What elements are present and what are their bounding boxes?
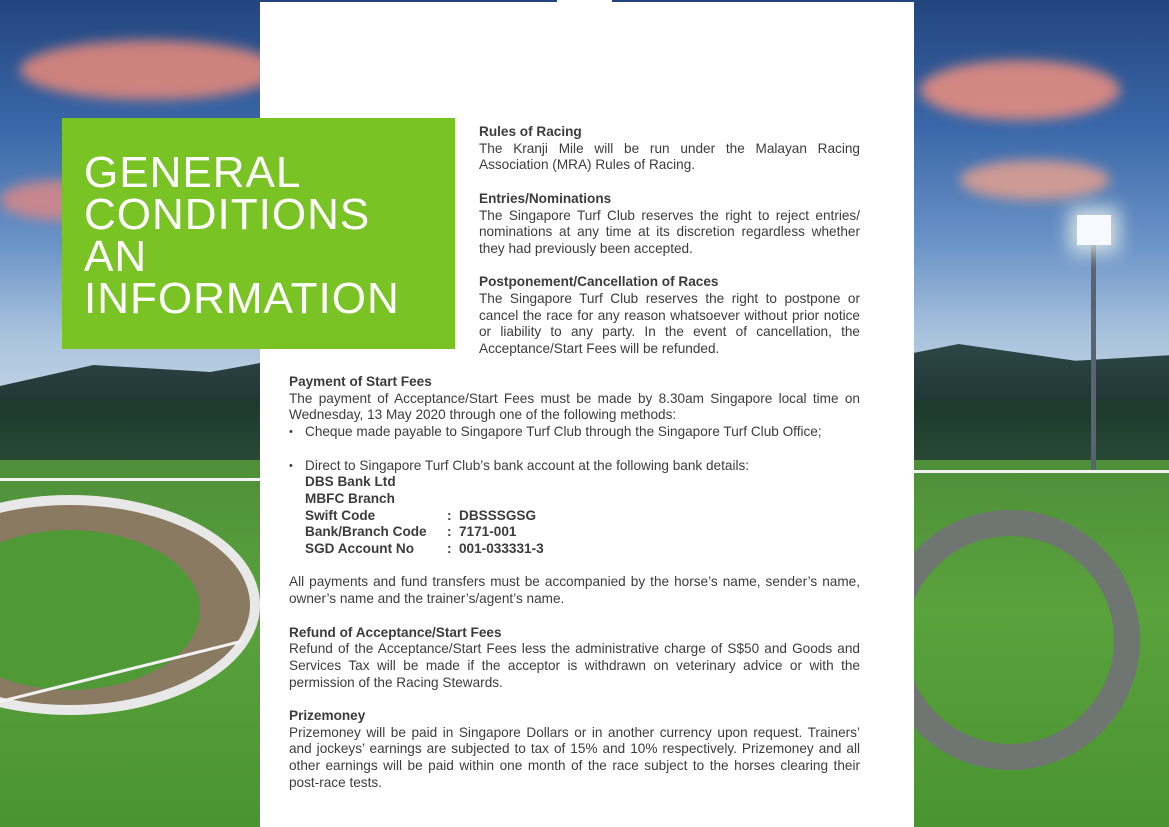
section-heading: Payment of Start Fees (289, 374, 432, 389)
page-title (84, 148, 400, 323)
section-payment (289, 374, 860, 608)
section-heading: Entries/Nominations (479, 190, 612, 206)
detail-value: 7171-001 (459, 524, 517, 540)
section-heading: Rules of Racing (479, 124, 582, 139)
section-prizemoney (289, 708, 860, 792)
payment-methods-list (289, 424, 860, 441)
detail-label: Bank/Branch Code (305, 524, 427, 540)
floodlight-lamps (1077, 215, 1111, 245)
bank-detail-row (305, 508, 860, 525)
payment-methods-list (289, 458, 860, 475)
title-line: INFORMATION (84, 274, 400, 323)
list-item: • Direct to Singapore Turf Club’s bank account at the following bank details: (289, 458, 860, 475)
section-body: Refund of the Acceptance/Start Fees less the administrative charge of S$50 and Goods and Services Tax will be made if the acceptor is withdrawn on veterinary advice or with the permission of the Racing Stewards. (289, 641, 860, 690)
detail-value: 001-033331-3 (459, 541, 544, 557)
payment-note: All payments and fund transfers must be accompanied by the horse’s name, sender’s name, owner’s name and the trainer’s/agent’s name. (289, 574, 860, 607)
detail-separator: : (447, 524, 452, 540)
cloud (20, 40, 280, 100)
rail (0, 478, 260, 481)
section-heading: Refund of Acceptance/Start Fees (289, 624, 502, 640)
detail-separator: : (447, 541, 452, 557)
detail-separator: : (447, 507, 452, 523)
detail-label: Swift Code (305, 507, 376, 523)
detail-value: DBSSSGSG (459, 507, 537, 523)
section-body: Prizemoney will be paid in Singapore Dollars or in another currency upon request. Trainers’ and jockeys’ earnings are subjected to tax of 15% and 10% respectively. Prizemoney and all other earnings will be paid within one month of the race subject to the horses clearing their post-race tests. (289, 724, 860, 790)
section-refund (289, 625, 860, 692)
title-block (62, 118, 455, 349)
section-body: The Singapore Turf Club reserves the right to reject entries/ nominations at any time at its discretion regardless whether they had previously been accepted. (479, 207, 860, 256)
bank-name: DBS Bank Ltd (305, 474, 396, 490)
title-line: GENERAL (84, 148, 302, 197)
main-column (289, 374, 860, 792)
rail (914, 470, 1169, 473)
floodlight-pole (1091, 240, 1096, 470)
section-postponement (479, 274, 860, 358)
bank-detail-row (305, 541, 860, 558)
section-body: The Kranji Mile will be run under the Malayan Racing Association (MRA) Rules of Racing. (479, 140, 860, 173)
title-line: CONDITIONS (84, 190, 371, 239)
section-heading: Prizemoney (289, 708, 366, 723)
bank-details (289, 474, 860, 558)
section-body: The payment of Acceptance/Start Fees must be made by 8.30am Singapore local time on Wednesday, 13 May 2020 through one of the following methods: (289, 390, 860, 423)
detail-label: SGD Account No (305, 541, 415, 557)
right-column (479, 124, 860, 358)
section-entries (479, 191, 860, 258)
bank-branch: MBFC Branch (305, 490, 395, 506)
section-rules (479, 124, 860, 174)
cloud (920, 60, 1120, 120)
bank-detail-row (305, 524, 860, 541)
list-item: • Cheque made payable to Singapore Turf Club through the Singapore Turf Club Office; (289, 424, 860, 441)
section-body: The Singapore Turf Club reserves the right to postpone or cancel the race for any reason whatsoever without prior notice or liability to any party. In the event of cancellation, the Acceptance/Start Fees will be refunded. (479, 291, 860, 357)
section-heading: Postponement/Cancellation of Races (479, 274, 719, 290)
track-curve (880, 510, 1140, 770)
cloud (960, 160, 1110, 200)
title-line: AN (84, 232, 148, 281)
panel-top-gap (557, 0, 612, 3)
